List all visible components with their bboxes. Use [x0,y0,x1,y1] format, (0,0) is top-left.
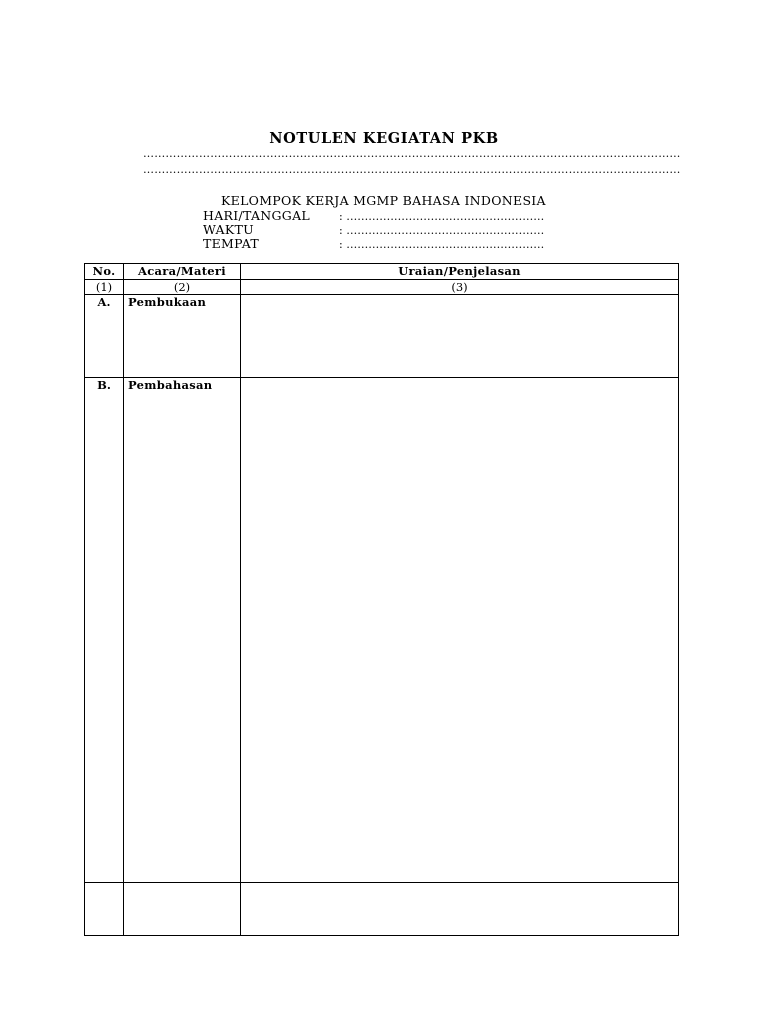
table-row [85,378,679,883]
dotted-line: ……………………………………………………………………………………………………………………………… [143,163,681,176]
row-number [85,883,124,936]
header-uraian: Uraian/Penjelasan [241,264,679,280]
info-value: : ……………………………………………… [339,224,545,237]
row-uraian[interactable] [241,378,679,883]
info-value: : ……………………………………………… [339,210,545,223]
info-label: HARI/TANGGAL [203,208,311,223]
row-acara [124,883,241,936]
info-value: : ……………………………………………… [339,238,545,251]
row-number: A. [85,295,124,378]
info-row-time [203,222,544,237]
group-name: KELOMPOK KERJA MGMP BAHASA INDONESIA [221,193,546,208]
minutes-table [84,263,679,936]
column-number: (2) [124,280,241,295]
info-label: TEMPAT [203,236,260,251]
row-acara: Pembahasan [124,378,241,883]
table-row [85,883,679,936]
column-number-row [85,280,679,295]
row-acara: Pembukaan [124,295,241,378]
column-number: (3) [241,280,679,295]
dotted-line: ……………………………………………………………………………………………………………………………… [143,147,681,160]
header-no: No. [85,264,124,280]
table-header-row [85,264,679,280]
row-uraian[interactable] [241,295,679,378]
column-number: (1) [85,280,124,295]
info-row-place [203,236,544,251]
table-row [85,295,679,378]
row-number: B. [85,378,124,883]
info-label: WAKTU [203,222,254,237]
row-uraian[interactable] [241,883,679,936]
info-row-date [203,208,544,223]
header-acara: Acara/Materi [124,264,241,280]
document-title: NOTULEN KEGIATAN PKB [269,130,499,147]
